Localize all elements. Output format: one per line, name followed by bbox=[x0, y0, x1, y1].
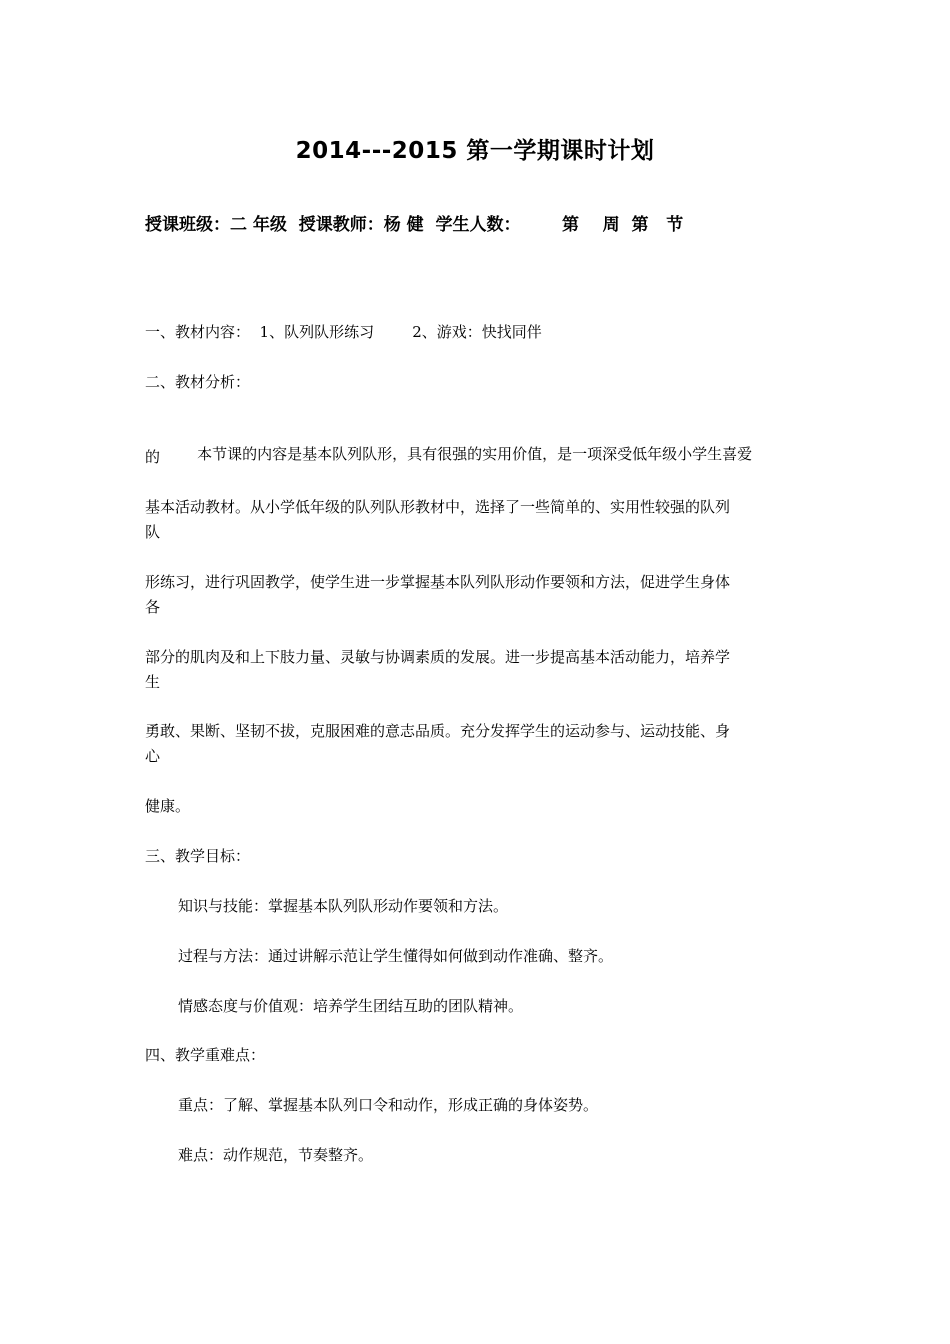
key-points-heading: 四、教学重难点： bbox=[145, 1046, 266, 1064]
analysis-line-1-main: 本节课的内容是基本队列队形，具有很强的实用价值，是一项深受低年级小学生喜爱 bbox=[197, 445, 753, 463]
class-info-line: 授课班级：二 年级 授课教师：杨 健 学生人数： 第 周 第 节 bbox=[145, 215, 684, 235]
analysis-line-6: 健康。 bbox=[145, 797, 191, 815]
goal-knowledge: 知识与技能：掌握基本队列队形动作要领和方法。 bbox=[178, 897, 509, 915]
analysis-line-3: 形练习，进行巩固教学，使学生进一步掌握基本队列队形动作要领和方法，促进学生身体 bbox=[145, 573, 731, 591]
analysis-line-5-tail: 心 bbox=[145, 747, 161, 765]
analysis-line-1 bbox=[145, 421, 752, 487]
goal-process: 过程与方法：通过讲解示范让学生懂得如何做到动作准确、整齐。 bbox=[178, 947, 614, 965]
analysis-heading: 二、教材分析： bbox=[145, 373, 251, 391]
difficult-point: 难点：动作规范，节奏整齐。 bbox=[178, 1146, 374, 1164]
goal-attitude: 情感态度与价值观：培养学生团结互助的团队精神。 bbox=[178, 997, 524, 1015]
analysis-line-1-tail: 的 bbox=[145, 448, 161, 466]
analysis-line-5: 勇敢、果断、坚韧不拔，克服困难的意志品质。充分发挥学生的运动参与、运动技能、身 bbox=[145, 722, 731, 740]
goals-heading: 三、教学目标： bbox=[145, 847, 251, 865]
document-title: 2014---2015 第一学期课时计划 bbox=[295, 138, 655, 164]
analysis-line-2: 基本活动教材。从小学低年级的队列队形教材中，选择了一些简单的、实用性较强的队列 bbox=[145, 498, 731, 516]
content-line: 一、教材内容： 1、队列队形练习 2、游戏：快找同伴 bbox=[145, 323, 542, 341]
analysis-line-2-tail: 队 bbox=[145, 523, 161, 541]
analysis-line-4: 部分的肌肉及和上下肢力量、灵敏与协调素质的发展。进一步提高基本活动能力，培养学 bbox=[145, 648, 731, 666]
analysis-line-3-tail: 各 bbox=[145, 598, 161, 616]
analysis-line-4-tail: 生 bbox=[145, 673, 161, 691]
key-point: 重点：了解、掌握基本队列口令和动作，形成正确的身体姿势。 bbox=[178, 1096, 599, 1114]
